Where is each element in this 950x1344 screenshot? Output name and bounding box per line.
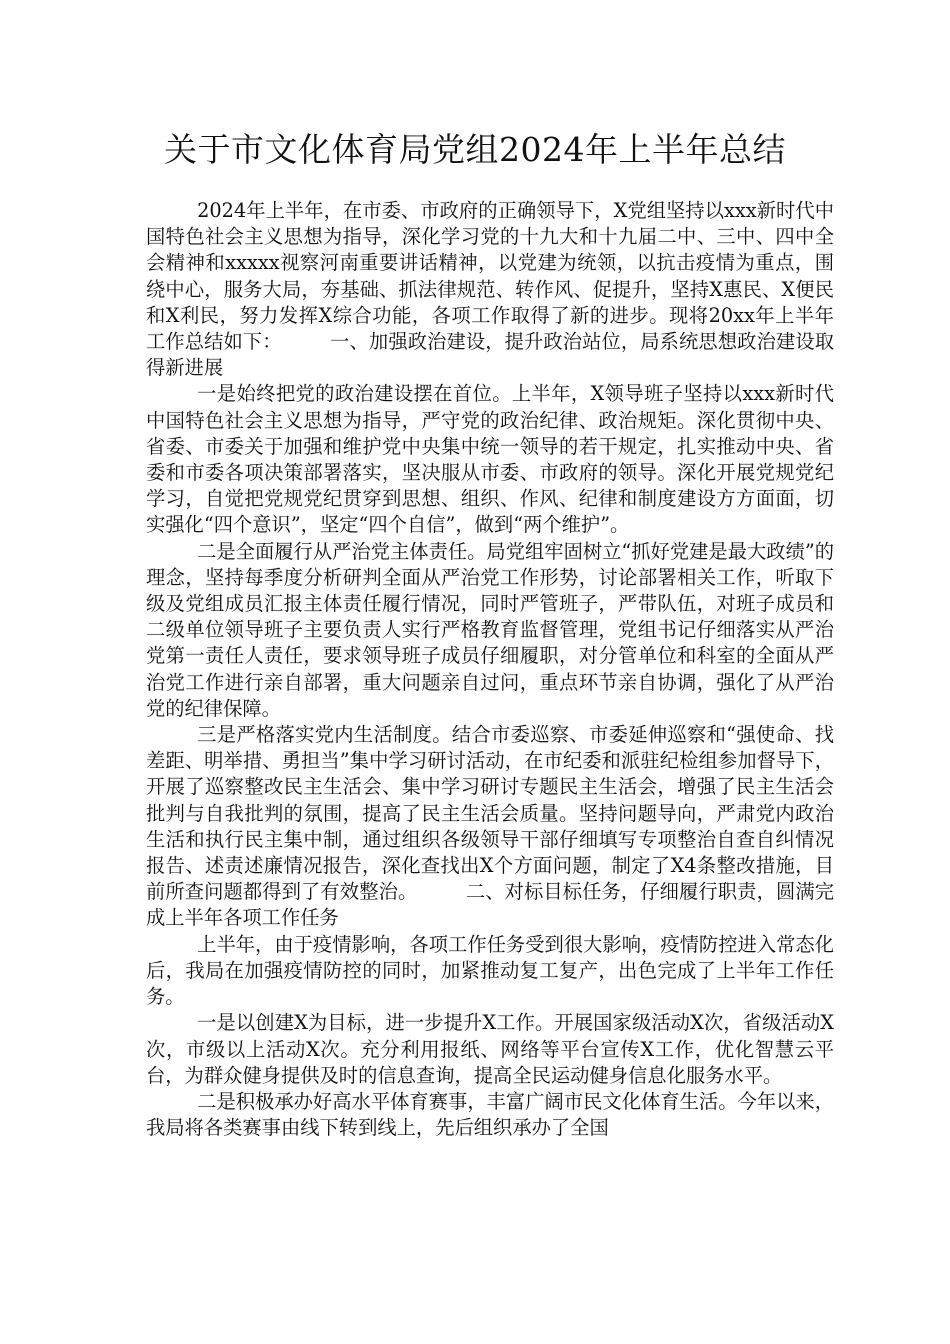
document-title: 关于市文化体育局党组2024年上半年总结 bbox=[164, 130, 786, 169]
paragraph-first-half-overview: 上半年，由于疫情影响，各项工作任务受到很大影响，疫情防控进入常态化后，我局在加强疫情防控的同时，加紧推动复工复产，出色完成了上半年工作任务。 bbox=[146, 932, 834, 1009]
paragraph-sports-events: 二是积极承办好高水平体育赛事，丰富广阔市民文化体育生活。今年以来，我局将各类赛事由线下转到线上，先后组织承办了全国 bbox=[146, 1089, 834, 1140]
paragraph-create-x-goal: 一是以创建X为目标，进一步提升X工作。开展国家级活动X次，省级活动X次，市级以上活动X次。充分利用报纸、网络等平台宣传X工作，优化智慧云平台，为群众健身提供及时的信息查询，提高全民运动健身信息化服务水平。 bbox=[146, 1011, 834, 1087]
paragraph-party-responsibility: 二是全面履行从严治党主体责任。局党组牢固树立“抓好党建是最大政绩”的理念，坚持每季度分析研判全面从严治党工作形势，讨论部署相关工作，听取下级及党组成员汇报主体责任履行情况，同时严管班子，严带队伍，对班子成员和二级单位领导班子主要负责人实行严格教育监督管理，党组书记仔细落实从严治党第一责任人责任，要求领导班子成员仔细履职，对分管单位和科室的全面从严治党工作进行亲自部署，重大问题亲自过问，重点环节亲自协调，强化了从严治党的纪律保障。 bbox=[146, 539, 834, 720]
paragraph-intro: 2024年上半年，在市委、市政府的正确领导下，X党组坚持以xxx新时代中国特色社会主义思想为指导，深化学习党的十九大和十九届二中、三中、四中全会精神和xxxxx视察河南重要讲话精神，以党建为统领，以抗击疫情为重点，围绕中心，服务大局，夯基础、抓法律规范、转作风、促提升，坚持X惠民、X便民和X利民，努力发挥X综合功能，各项工作取得了新的进步。现将20xx年上半年工作总结如下： 一、加强政治建设，提升政治站位，局系统思想政治建设取得新进展 bbox=[146, 199, 834, 380]
paragraph-party-life-system: 三是严格落实党内生活制度。结合市委巡察、市委延伸巡察和“强使命、找差距、明举措、勇担当”集中学习研讨活动，在市纪委和派驻纪检组参加督导下，开展了巡察整改民主生活会、集中学习研讨专题民主生活会，增强了民主生活会批判与自我批判的氛围，提高了民主生活会质量。坚持问题导向，严肃党内政治生活和执行民主集中制，通过组织各级领导干部仔细填写专项整治自查自纠情况报告、述责述廉情况报告，深化查找出X个方面问题，制定了X4条整改措施，目前所查问题都得到了有效整治。 二、对标目标任务，仔细履行职责，圆满完成上半年各项工作任务 bbox=[146, 723, 834, 930]
paragraph-political-construction: 一是始终把党的政治建设摆在首位。上半年，X领导班子坚持以xxx新时代中国特色社会主义思想为指导，严守党的政治纪律、政治规矩。深化贯彻中央、省委、市委关于加强和维护党中央集中统一领导的若干规定，扎实推动中央、省委和市委各项决策部署落实，坚决服从市委、市政府的领导。深化开展党规党纪学习，自觉把党规党纪贯穿到思想、组织、作风、纪律和制度建设方方面面，切实强化“四个意识”，坚定“四个自信”，做到“两个维护”。 bbox=[146, 382, 834, 537]
document-body bbox=[146, 198, 834, 1141]
